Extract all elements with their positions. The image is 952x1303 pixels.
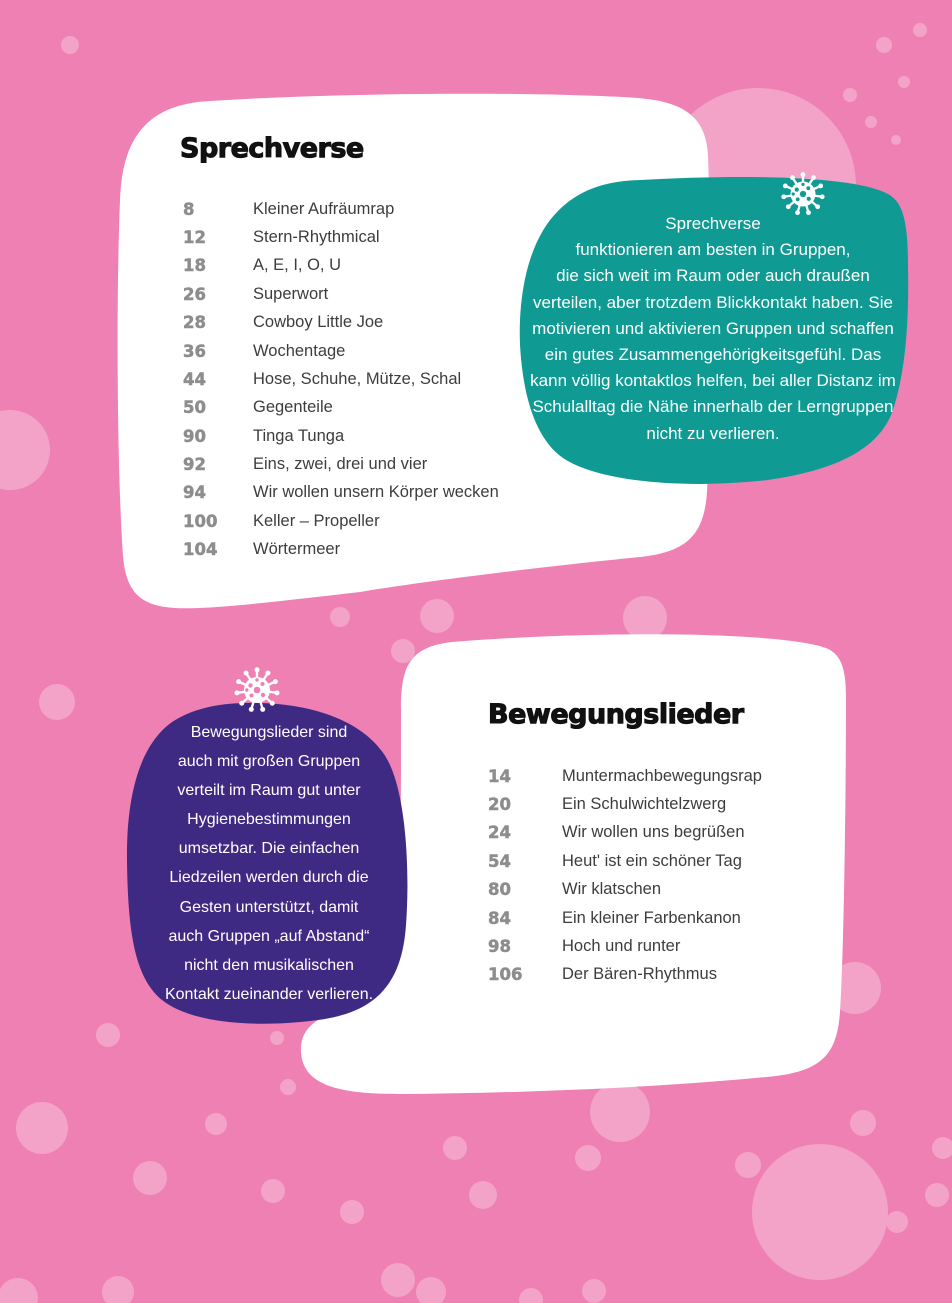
toc-entry-title: Wörtermeer [253, 540, 341, 559]
toc-page-number: 36 [183, 341, 206, 361]
toc-entry-title: Kleiner Aufräumrap [253, 199, 395, 218]
toc-entry-title: Heut' ist ein schöner Tag [562, 851, 742, 870]
toc-page-number: 80 [488, 880, 511, 900]
toc-entry-title: Superwort [253, 284, 329, 303]
toc-entry-title: Eins, zwei, drei und vier [253, 455, 428, 474]
toc-page-number: 24 [488, 823, 511, 843]
toc-entry-title: Stern-Rhythmical [253, 228, 380, 247]
toc-row [183, 507, 499, 535]
toc-page-number: 12 [183, 228, 206, 248]
toc-entry-title: Wir klatschen [562, 880, 662, 899]
toc-row [488, 847, 762, 875]
toc-entry-title: Gegenteile [253, 398, 333, 417]
toc-page-number: 106 [488, 965, 523, 985]
toc-row [488, 762, 762, 790]
toc-entry-title: A, E, I, O, U [253, 256, 342, 275]
section-title-sprechverse: Sprechverse [180, 133, 364, 164]
toc-row [183, 422, 499, 450]
toc-page-number: 28 [183, 313, 206, 333]
toc-entry-title: Ein Schulwichtelzwerg [562, 795, 727, 814]
toc-row [488, 932, 762, 960]
toc-row [183, 450, 499, 478]
toc-row [183, 223, 499, 251]
toc-entry-title: Wir wollen uns begrüßen [562, 823, 745, 842]
toc-entry-title: Cowboy Little Joe [253, 313, 384, 332]
toc-row [183, 309, 499, 337]
toc-entry-title: Wir wollen unsern Körper wecken [253, 483, 499, 502]
toc-entry-title: Muntermachbewegungsrap [562, 766, 762, 785]
toc-entry-title: Keller – Propeller [253, 511, 380, 530]
toc-page-number: 8 [183, 199, 195, 219]
toc-page-number: 84 [488, 908, 511, 928]
toc-page-number: 98 [488, 936, 511, 956]
toc-row [183, 536, 499, 564]
toc-page-number: 94 [183, 483, 206, 503]
toc-row [183, 195, 499, 223]
toc-row [183, 479, 499, 507]
toc-row [183, 365, 499, 393]
toc-page-number: 20 [488, 795, 511, 815]
toc-list-sprechverse [183, 195, 499, 564]
toc-page-number: 14 [488, 766, 511, 786]
toc-list-bewegungslieder [488, 762, 762, 989]
toc-row [183, 394, 499, 422]
virus-icon [231, 664, 283, 716]
toc-page-number: 92 [183, 455, 206, 475]
toc-entry-title: Hoch und runter [562, 936, 681, 955]
toc-row [183, 280, 499, 308]
toc-page-number: 54 [488, 851, 511, 871]
toc-row [488, 876, 762, 904]
toc-row [488, 904, 762, 932]
toc-page-number: 100 [183, 511, 218, 531]
toc-row [488, 819, 762, 847]
toc-page-number: 26 [183, 284, 206, 304]
toc-entry-title: Der Bären-Rhythmus [562, 965, 717, 984]
toc-page-number: 18 [183, 256, 206, 276]
toc-row [183, 252, 499, 280]
callout-sprechverse-text: Sprechverse funktionieren am besten in Gruppen, die sich weit im Raum oder auch draußen verteilen, aber trotzdem Blickkontakt haben. Sie motivieren und aktivieren Gruppen und schaffen ein gutes Zusammengehörigkeitsgefühl. Das kann völlig kontaktlos helfen, bei aller Distanz im Schulalltag die Nähe innerhalb der Lerngruppen nicht zu verlieren. [530, 214, 896, 443]
toc-row [488, 961, 762, 989]
toc-entry-title: Hose, Schuhe, Mütze, Schal [253, 369, 462, 388]
toc-entry-title: Ein kleiner Farbenkanon [562, 908, 741, 927]
toc-entry-title: Wochentage [253, 341, 346, 360]
toc-entry-title: Tinga Tunga [253, 426, 345, 445]
toc-page-number: 50 [183, 398, 206, 418]
toc-row [488, 790, 762, 818]
toc-page-number: 44 [183, 369, 206, 389]
toc-page-number: 90 [183, 426, 206, 446]
callout-bewegungslieder-text: Bewegungslieder sind auch mit großen Gruppen verteilt im Raum gut unter Hygienebestimmungen umsetzbar. Die einfachen Liedzeilen werden durch die Gesten unterstützt, damit auch Gruppen „auf Abstand“ nicht den musikalischen Kontakt zueinander verlieren. [164, 724, 374, 1003]
toc-row [183, 337, 499, 365]
toc-page-number: 104 [183, 540, 218, 560]
section-title-bewegungslieder: Bewegungslieder [488, 699, 744, 730]
